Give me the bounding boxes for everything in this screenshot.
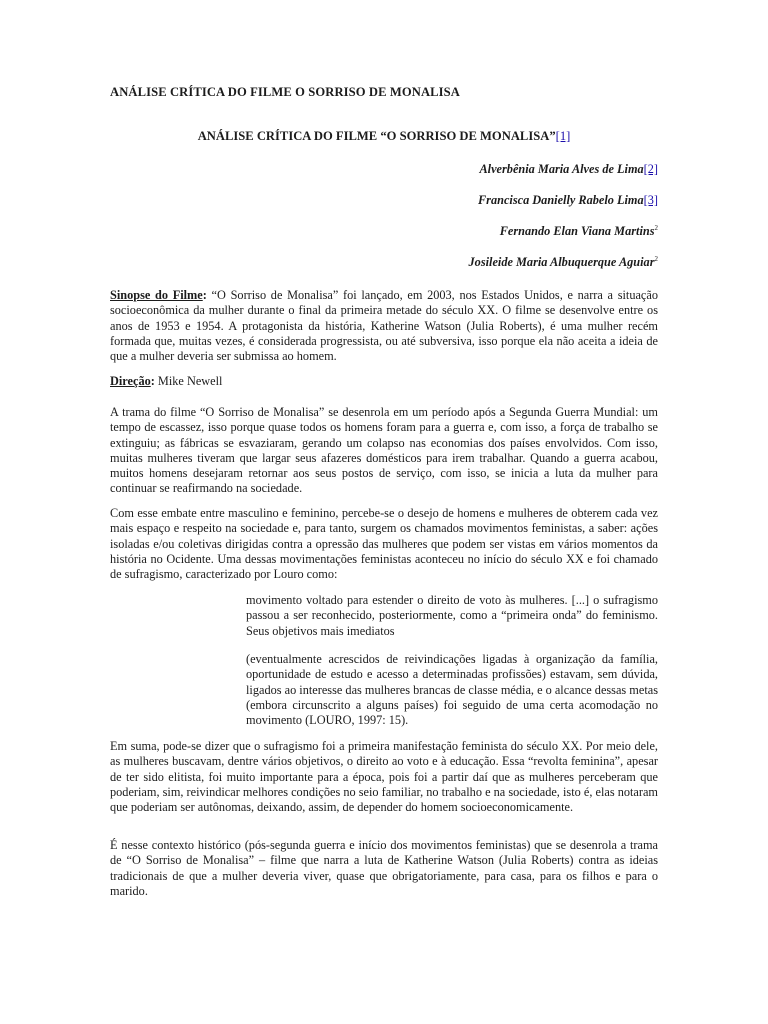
director-name: Mike Newell [154, 374, 223, 388]
synopsis-label: Sinopse do Filme [110, 288, 203, 302]
author-superscript: 2 [654, 255, 658, 263]
block-quote: (eventualmente acrescidos de reivindicações ligadas à organização da família, oportunidade de estudo e acesso a determinadas profissões) estavam, sem dúvida, ligados ao interesse das mulheres brancas de classe média, e o alcance dessas metas (embora circunscrito a alguns países) foi seguido de uma certa acomodação no movimento (LOURO, 1997: 15). [246, 652, 658, 728]
author-line [118, 162, 658, 177]
synopsis-colon: : [202, 288, 207, 302]
author-name: Josileide Maria Albuquerque Aguiar [468, 255, 655, 269]
body-paragraph: É nesse contexto histórico (pós-segunda guerra e início dos movimentos feministas) que se desenrola a trama de “O Sorriso de Monalisa” – filme que narra a luta de Katherine Watson (Julia Roberts) contra as ideias tradicionais de que a mulher deveria viver, quase que obrigatoriamente, para casa, para os filhos e para o marido. [110, 838, 658, 898]
footnote-link-2[interactable]: [2] [643, 162, 658, 176]
direction-line [110, 374, 658, 389]
block-quote: movimento voltado para estender o direito de voto às mulheres. [...] o sufragismo passou a ser reconhecido, posteriormente, como a “primeira onda” do feminismo. Seus objetivos mais imediatos [246, 593, 658, 638]
author-line [118, 224, 658, 239]
author-name: Alverbênia Maria Alves de Lima [479, 162, 644, 176]
document-title: ANÁLISE CRÍTICA DO FILME O SORRISO DE MONALISA [110, 85, 460, 99]
footnote-link-3[interactable]: [3] [643, 193, 658, 207]
author-superscript: 2 [654, 224, 658, 232]
author-line [118, 255, 658, 270]
footnote-link-1[interactable]: [1] [555, 129, 571, 143]
author-name: Fernando Elan Viana Martins [499, 224, 655, 238]
heading-text: ANÁLISE CRÍTICA DO FILME “O SORRISO DE MONALISA” [197, 129, 556, 143]
synopsis-paragraph [110, 288, 658, 364]
author-line [118, 193, 658, 208]
body-paragraph: Em suma, pode-se dizer que o sufragismo foi a primeira manifestação feminista do século XX. Por meio dele, as mulheres buscavam, dentre vários objetivos, o direito ao voto e à educação. Essa “revolta feminina”, apesar de ter sido elitista, foi muito importante para a época, pois foi a partir daí que as mulheres perceberam que poderiam, sim, reivindicar melhores condições no seio familiar, no trabalho e na sociedade, isto é, elas notaram que poderiam ser autônomas, deixando, assim, de depender do homem socioeconomicamente. [110, 739, 658, 815]
direction-label: Direção [110, 374, 151, 388]
document-heading [110, 129, 658, 144]
synopsis-text: “O Sorriso de Monalisa” foi lançado, em 2003, nos Estados Unidos, e narra a situação socioeconômica da mulher durante o final da primeira metade do século XX. O filme se desenvolve entre os anos de 1953 e 1954. A protagonista da história, Katherine Watson (Julia Roberts), é uma mulher recém formada que, muitas vezes, é considerada progressista, ou até subversiva, isso porque ela não aceita a ideia de que a mulher deveria ser submissa ao homem. [110, 288, 658, 364]
body-paragraph: A trama do filme “O Sorriso de Monalisa” se desenrola em um período após a Segunda Guerra Mundial: um tempo de escassez, isso porque quase todos os homens foram para a guerra e, com isso, a força de trabalho se extinguiu; as fábricas se esvaziaram, gerando um colapso nas economias dos países envolvidos. Com isso, muitas mulheres tiveram que largar seus afazeres domésticos para irem trabalhar. Quando a guerra acabou, muitos homens desejaram retornar aos seus postos de serviço, com isso, se inicia a luta da mulher para continuar se reafirmando na sociedade. [110, 405, 658, 496]
direction-colon: : [150, 374, 155, 388]
body-paragraph: Com esse embate entre masculino e feminino, percebe-se o desejo de homens e mulheres de obterem cada vez mais espaço e respeito na sociedade e, para tanto, surgem os chamados movimentos feministas, a saber: ações isoladas e/ou coletivas dirigidas contra a opressão das mulheres que podem ser vistas em vários momentos da história no Ocidente. Uma dessas movimentações feministas aconteceu no início do século XX e foi chamado de sufragismo, caracterizado por Louro como: [110, 506, 658, 582]
author-name: Francisca Danielly Rabelo Lima [477, 193, 644, 207]
